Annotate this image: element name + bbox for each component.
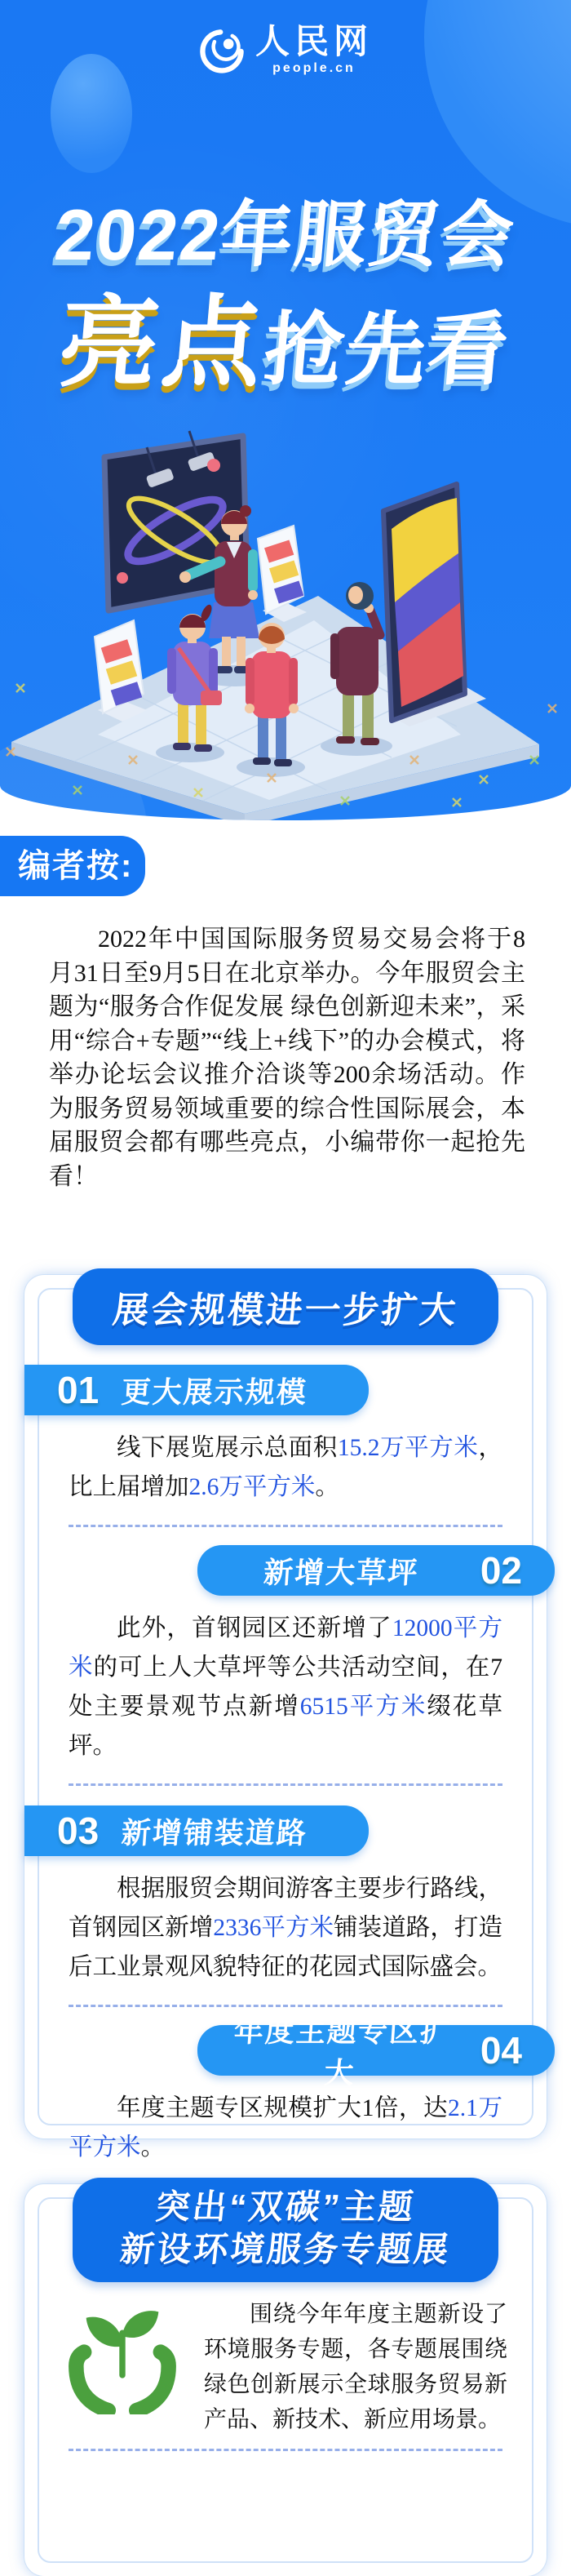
logo-en: people.cn [272,61,356,75]
section-banner-03 [24,1805,369,1856]
logo-text [255,24,373,76]
section-banner-01 [24,1365,369,1415]
card-dual-carbon [24,2184,547,2576]
section-number: 04 [480,2029,522,2072]
card2-header-line2: 新设环境服务专题展 [118,2230,454,2268]
section-title: 新增大草坪 [262,1555,420,1589]
editor-note-text: 2022年中国国际服务贸易交易会将于8月31日至9月5日在北京举办。今年服贸会主题为“服务合作促发展 绿色创新迎未来”，采用“综合+专题”“线上+线下”的办会模式，将举办论坛会议推介洽谈等200余场活动。作为服务贸易领域重要的综合性国际展会，本届服贸会都有哪些亮点，小编带你一起抢先看！ [49,926,525,1190]
card-exhibition-scale [24,1275,547,2161]
card1-header-text: 展会规模进一步扩大 [110,1290,460,1330]
card2-header-line1: 突出“双碳”主题 [153,2187,418,2226]
sub-title [0,263,571,406]
dashed-divider [69,2005,502,2007]
card2-header [73,2178,498,2282]
section-title: 更大展示规模 [120,1375,309,1409]
dashed-divider [69,1783,502,1786]
section-number: 02 [480,1549,522,1592]
card1-sections [24,1365,547,2167]
section-text-04: 年度主题专区规模扩大1倍，达2.1万平方米。 [69,2095,502,2161]
editor-note-label [0,836,145,896]
hero-section [0,0,571,820]
card2-text: 围绕今年年度主题新设了环境服务专题，各专题展围绕绿色创新展示全球服务贸易新产品、新技术、新应用场景。 [204,2302,507,2432]
sub-title-rest: 抢先看 [260,304,514,394]
section-text-01: 线下展览展示总面积15.2万平方米，比上届增加2.6万平方米。 [69,1435,502,1500]
logo-cn: 人民网 [255,22,373,60]
people-cn-logo-icon [198,27,246,74]
card2-content-row [62,2297,509,2437]
section-title: 新增铺装道路 [120,1815,309,1850]
section-text-03: 根据服贸会期间游客主要步行路线，首钢园区新增2336平方米铺装道路，打造后工业景观风貌特征的花园式国际盛会。 [69,1876,502,1980]
seedling-hands-icon [62,2302,183,2414]
section-banner-02 [197,1545,555,1596]
section-text-02: 此外，首钢园区还新增了12000平方米的可上人大草坪等公共活动空间，在7处主要景观节点新增6515平方米缀花草坪。 [69,1615,502,1759]
section-banner-04 [197,2014,555,2090]
people-cn-logo [0,24,571,76]
section-number: 01 [57,1369,100,1411]
dashed-divider [69,1525,502,1527]
exhibition-illustration [0,406,571,820]
section-title: 年度主题专区扩大 [232,2014,453,2090]
main-title: 2022年服贸会 [51,194,519,275]
card1-header [73,1268,498,1345]
dashed-divider [69,2449,502,2451]
section-number: 03 [57,1810,100,1852]
sub-title-highlight: 亮点 [55,287,271,398]
editor-note-label-text: 编者按: [18,848,134,884]
